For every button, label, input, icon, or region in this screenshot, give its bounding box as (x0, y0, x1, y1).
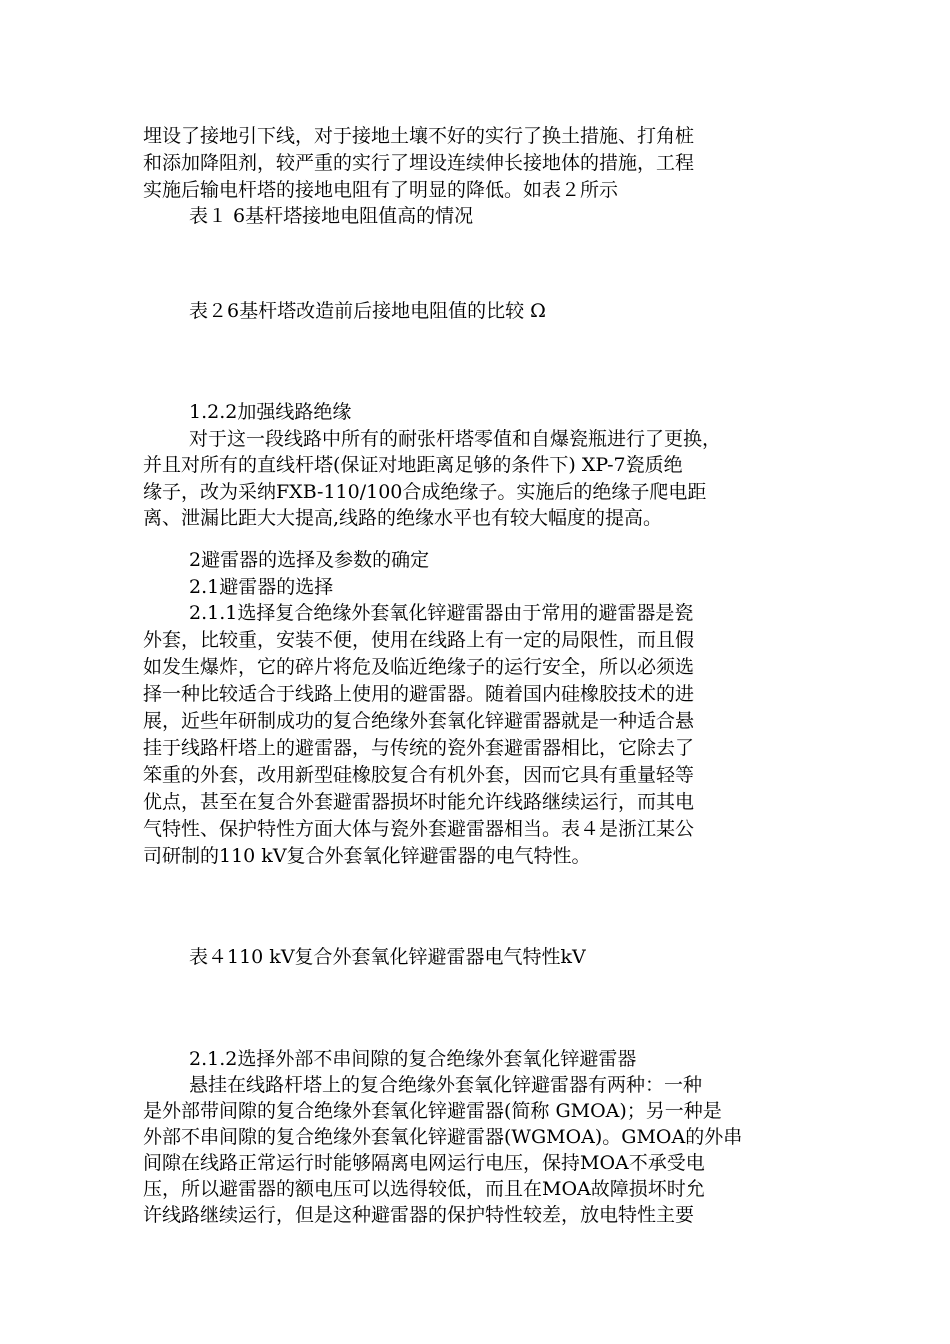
table-1-caption: 表１ 6基杆塔接地电阻值高的情况 (189, 205, 474, 227)
table-4-caption: 表４110 kV复合外套氧化锌避雷器电气特性kV (189, 946, 586, 968)
paragraph-line-arrester-5: 展，近些年研制成功的复合绝缘外套氧化锌避雷器就是一种适合悬 (143, 710, 695, 732)
paragraph-line-insulation-4: 离、泄漏比距大大提高,线路的绝缘水平也有较大幅度的提高。 (143, 507, 663, 529)
section-heading-2-1-2: 2.1.2选择外部不串间隙的复合绝缘外套氧化锌避雷器 (189, 1048, 637, 1070)
paragraph-line-arrester-8: 优点，甚至在复合外套避雷器损坏时能允许线路继续运行，而其电 (143, 791, 695, 813)
table-2-caption: 表２6基杆塔改造前后接地电阻值的比较 Ω (189, 300, 546, 322)
paragraph-line-1: 埋设了接地引下线，对于接地土壤不好的实行了换土措施、打角桩 (143, 125, 695, 147)
paragraph-line-gap-1: 悬挂在线路杆塔上的复合绝缘外套氧化锌避雷器有两种：一种 (189, 1074, 703, 1096)
paragraph-line-gap-4: 间隙在线路正常运行时能够隔离电网运行电压，保持MOA不承受电 (143, 1152, 705, 1174)
section-heading-2-1: 2.1避雷器的选择 (189, 576, 334, 598)
paragraph-line-2: 和添加降阻剂，较严重的实行了埋设连续伸长接地体的措施，工程 (143, 152, 695, 174)
section-heading-1-2-2: 1.2.2加强线路绝缘 (189, 401, 352, 423)
paragraph-line-insulation-1: 对于这一段线路中所有的耐张杆塔零值和自爆瓷瓶进行了更换， (189, 428, 722, 450)
paragraph-line-arrester-9: 气特性、保护特性方面大体与瓷外套避雷器相当。表４是浙江某公 (143, 818, 695, 840)
paragraph-line-insulation-2: 并且对所有的直线杆塔(保证对地距离足够的条件下) XP-7瓷质绝 (143, 454, 683, 476)
paragraph-line-arrester-2: 外套，比较重，安装不便，使用在线路上有一定的局限性，而且假 (143, 629, 695, 651)
paragraph-line-gap-3: 外部不串间隙的复合绝缘外套氧化锌避雷器(WGMOA)。GMOA的外串 (143, 1126, 743, 1148)
paragraph-line-arrester-7: 笨重的外套，改用新型硅橡胶复合有机外套，因而它具有重量轻等 (143, 764, 695, 786)
paragraph-line-gap-6: 许线路继续运行，但是这种避雷器的保护特性较差，放电特性主要 (143, 1204, 695, 1226)
paragraph-line-arrester-10: 司研制的110 kV复合外套氧化锌避雷器的电气特性。 (143, 845, 591, 867)
paragraph-line-arrester-6: 挂于线路杆塔上的避雷器，与传统的瓷外套避雷器相比，它除去了 (143, 737, 695, 759)
paragraph-line-gap-2: 是外部带间隙的复合绝缘外套氧化锌避雷器(简称 GMOA)；另一种是 (143, 1100, 722, 1122)
paragraph-line-gap-5: 压，所以避雷器的额电压可以选得较低，而且在MOA故障损坏时允 (143, 1178, 705, 1200)
section-heading-2: 2避雷器的选择及参数的确定 (189, 549, 430, 571)
paragraph-line-3: 实施后输电杆塔的接地电阻有了明显的降低。如表２所示 (143, 179, 619, 201)
paragraph-line-insulation-3: 缘子，改为采纳FXB-110/100合成绝缘子。实施后的绝缘子爬电距 (143, 481, 707, 503)
paragraph-line-arrester-1: 2.1.1选择复合绝缘外套氧化锌避雷器由于常用的避雷器是瓷 (189, 602, 694, 624)
paragraph-line-arrester-3: 如发生爆炸，它的碎片将危及临近绝缘子的运行安全，所以必须选 (143, 656, 695, 678)
paragraph-line-arrester-4: 择一种比较适合于线路上使用的避雷器。随着国内硅橡胶技术的进 (143, 683, 695, 705)
